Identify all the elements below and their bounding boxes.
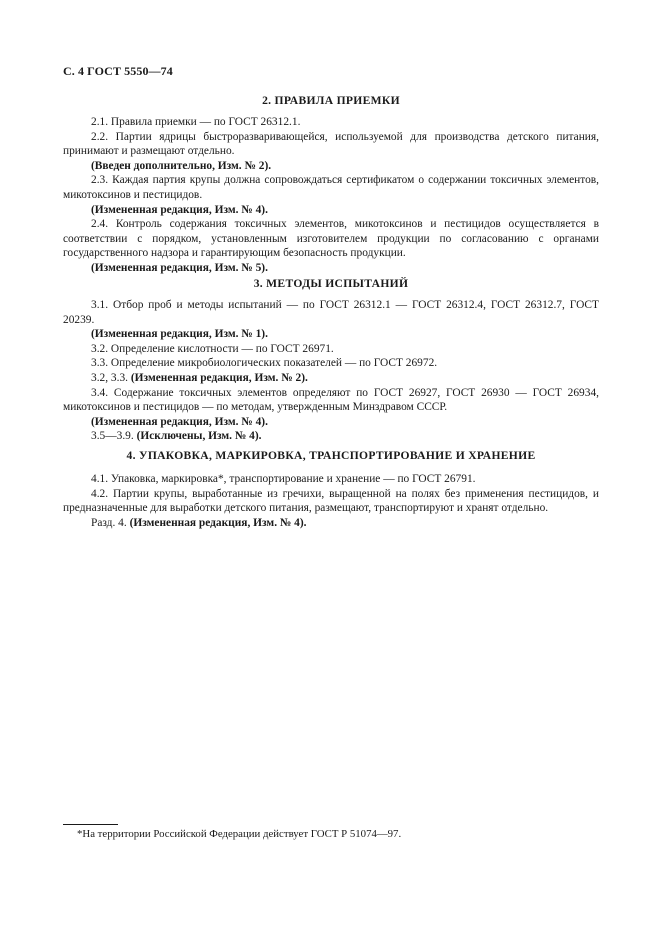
clause-ref: 3.2, 3.3.	[91, 371, 129, 384]
section-3-title: 3. МЕТОДЫ ИСПЫТАНИЙ	[253, 277, 409, 290]
amendment-note: (Измененная редакция, Изм. № 4).	[91, 203, 268, 216]
amendment-note: (Введен дополнительно, Изм. № 2).	[91, 159, 272, 172]
section-4-note	[63, 516, 599, 531]
section-4-body	[63, 472, 599, 530]
section-2-body	[63, 115, 599, 276]
paragraph-2-4: 2.4. Контроль содержания токсичных элементов, микотоксинов и пестицидов осуществляется в соответствии с порядком, установленным изготовителем продукции по согласованию с органами государственного надзора и гарантирующим безопасность продукции.	[63, 218, 599, 260]
paragraph-2-2: 2.2. Партии ядрицы быстроразваривающейся, используемой для производства детского питания, принимают и размещают отдельно.	[63, 130, 599, 158]
amendment-note: (Измененная редакция, Изм. № 1).	[91, 328, 268, 341]
amendment-note: (Измененная редакция, Изм. № 5).	[91, 261, 268, 274]
clause-ref: 3.5—3.9.	[91, 430, 134, 443]
paragraph-3-5-3-9	[63, 429, 599, 444]
section-4-title: 4. УПАКОВКА, МАРКИРОВКА, ТРАНСПОРТИРОВАНИЕ И ХРАНЕНИЕ	[126, 449, 536, 462]
amendment-note: (Измененная редакция, Изм. № 4).	[91, 415, 268, 428]
page-header: С. 4 ГОСТ 5550—74	[63, 64, 173, 78]
clause-ref: Разд. 4.	[91, 516, 127, 529]
paragraph-3-3: 3.3. Определение микробиологических показателей — по ГОСТ 26972.	[91, 357, 438, 370]
section-2-title: 2. ПРАВИЛА ПРИЕМКИ	[262, 94, 400, 107]
paragraph-2-1: 2.1. Правила приемки — по ГОСТ 26312.1.	[91, 116, 301, 128]
footnote: *На территории Российской Федерации действует ГОСТ Р 51074—97.	[77, 828, 402, 840]
paragraph-4-2: 4.2. Партии крупы, выработанные из гречихи, выращенной на полях без применения пестицидов, и предназначенные для выработки детского питания, размещают, транспортируют и хранят отдельно.	[63, 487, 599, 515]
section-3-body	[63, 298, 599, 444]
paragraph-4-1: 4.1. Упаковка, маркировка*, транспортирование и хранение — по ГОСТ 26791.	[91, 473, 476, 485]
amendment-note: (Измененная редакция, Изм. № 4).	[129, 516, 307, 529]
paragraph-3-4: 3.4. Содержание токсичных элементов определяют по ГОСТ 26927, ГОСТ 26930 — ГОСТ 26934, микотоксинов и пестицидов — по методам, утвержденным Минздравом СССР.	[63, 386, 599, 414]
paragraph-2-3: 2.3. Каждая партия крупы должна сопровождаться сертификатом о содержании токсичных элементов, микотоксинов и пестицидов.	[63, 174, 599, 201]
amendment-note: (Измененная редакция, Изм. № 2).	[130, 371, 308, 384]
paragraph-3-1: 3.1. Отбор проб и методы испытаний — по ГОСТ 26312.1 — ГОСТ 26312.4, ГОСТ 26312.7, ГОСТ 20239.	[63, 299, 599, 326]
amendment-note: (Исключены, Изм. № 4).	[136, 430, 262, 443]
paragraph-3-2-3-note	[63, 371, 599, 386]
paragraph-3-2: 3.2. Определение кислотности — по ГОСТ 26971.	[91, 342, 334, 355]
footnote-divider	[63, 824, 118, 825]
